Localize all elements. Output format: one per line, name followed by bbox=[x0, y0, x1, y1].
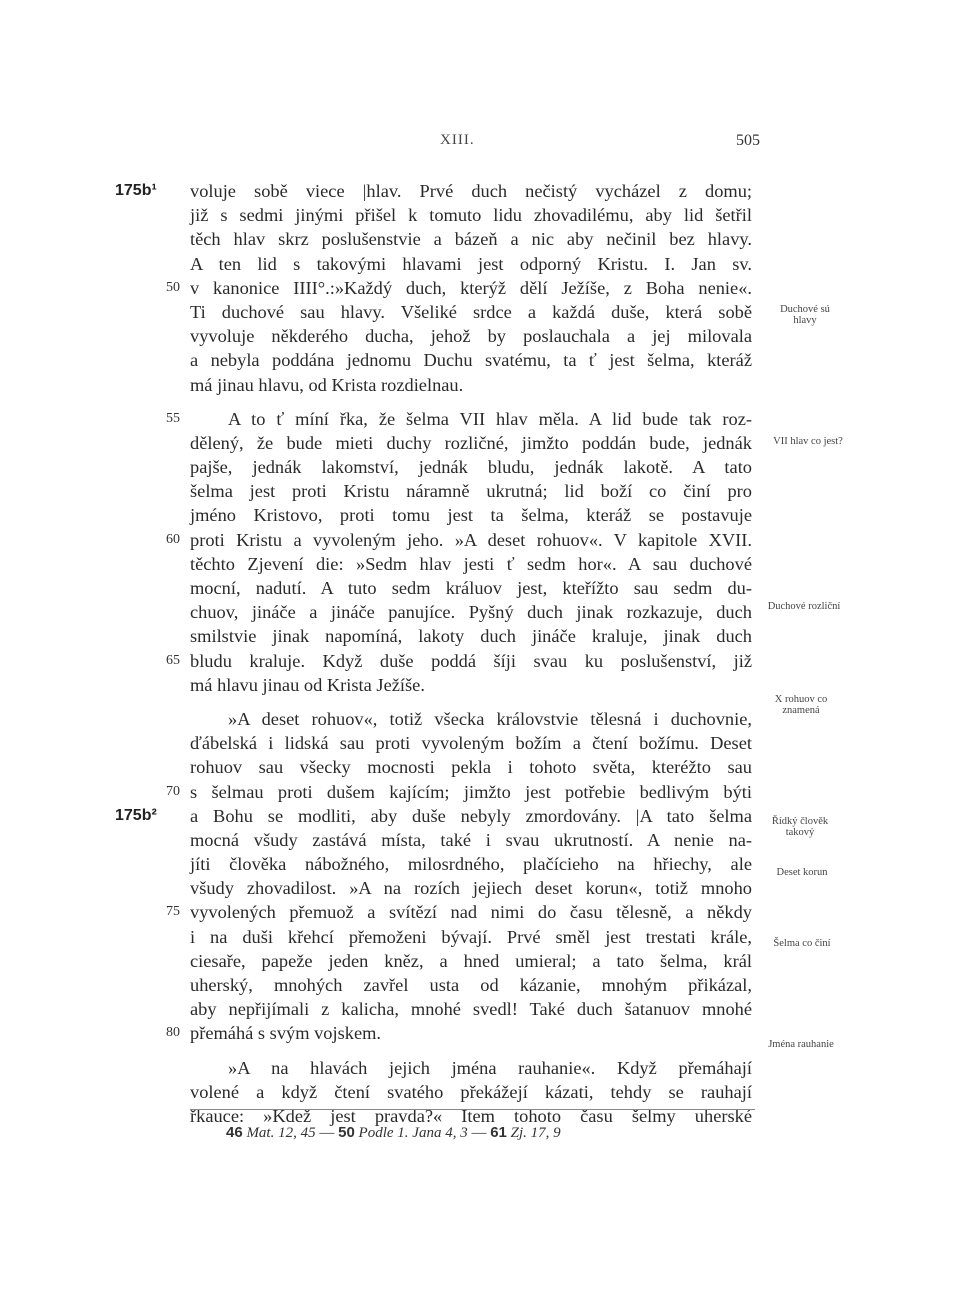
text-line: pajše, jednák lakomství, jednák bludu, jednák lakotě. A tato bbox=[190, 457, 752, 478]
text-line: »A deset rohuov«, totiž všecka královstvie tělesná i duchovnie, bbox=[228, 708, 752, 729]
running-header bbox=[190, 132, 760, 158]
text-line: 75 vyvolených přemuož a svítězí nad nimi do času tělesně, a někdy bbox=[190, 900, 752, 924]
text-line: šelma jest proti Kristu náramně ukrutná; lid boží co činí pro bbox=[190, 481, 752, 502]
chapter-number: XIII. bbox=[440, 132, 475, 148]
text-line: má jinau hlavu, od Krista rozdielnau. bbox=[190, 374, 464, 395]
text-line: ciesaře, papeže jeden kněz, a hned umieral; a tato šelma, král bbox=[190, 950, 752, 971]
text-line: volené a když čtení svatého překážejí kázati, tehdy se rauhají bbox=[190, 1081, 752, 1102]
margin-note: X rohuov co znamená bbox=[774, 694, 828, 716]
margin-note: Řídký člověk takový bbox=[771, 816, 829, 838]
text-line: 70 s šelmau proti dušem kajícím; jimžto jest potřebie bedlivým býti bbox=[190, 780, 752, 804]
text-line: má hlavu jinau od Krista Ježíše. bbox=[190, 674, 425, 695]
text-line: a nebyla poddána jednomu Duchu svatému, ta ť jest šelma, kteráž bbox=[190, 350, 752, 371]
text-line: 55 A to ť míní řka, že šelma VII hlav měla. A lid bude tak roz- bbox=[190, 407, 752, 431]
margin-note: Duchové rozliční bbox=[767, 601, 841, 612]
margin-note: Duchové sú hlavy bbox=[780, 304, 830, 326]
page-number: 505 bbox=[736, 132, 760, 149]
text-line: jíti člověka nábožného, milosrdného, plačícieho na hřiechy, ale bbox=[190, 854, 752, 875]
text-line: 175b² a Bohu se modliti, aby duše nebyly zmordovány. |A tato šelma bbox=[190, 804, 752, 828]
text-line: již s sedmi jinými přišel k tomuto lidu zhovadilému, aby lid šetřil bbox=[190, 205, 752, 226]
text-line: A ten lid s takovými hlavami jest odporný Kristu. I. Jan sv. bbox=[190, 253, 752, 274]
main-text bbox=[115, 179, 752, 1128]
text-line: těch hlav skrz poslušenstvie a bázeň a nic aby nečinil bez hlavy. bbox=[190, 229, 752, 250]
text-line: 60 proti Kristu a vyvoleným jeho. »A deset rohuov«. V kapitole XVII. bbox=[190, 528, 752, 552]
margin-note: VII hlav co jest? bbox=[773, 436, 843, 447]
text-line: řkauce: »Kdež jest pravda?« Item tohoto času šelmy uherské bbox=[190, 1105, 752, 1126]
margin-note: Šelma co činí bbox=[773, 938, 831, 949]
line-number: 75 bbox=[166, 904, 180, 920]
text-line: 175b¹ voluje sobě viece |hlav. Prvé duch nečistý vycházel z domu; bbox=[190, 179, 752, 203]
text-line: ďábelská i lidská sau proti vyvoleným božím a čtení božímu. Deset bbox=[190, 733, 752, 754]
text-line: mocná všudy zastává místa, také i svau ukrutností. A nenie na- bbox=[190, 829, 752, 850]
text-line: mocní, nadutí. A tuto sedm králuov jest, kteřížto sau sedm du- bbox=[190, 578, 752, 598]
footnote-rule bbox=[190, 1109, 755, 1110]
line-number: 60 bbox=[166, 531, 180, 547]
text-line: rohuov sau všecky mocnosti pekla i tohoto světa, kteréžto sau bbox=[190, 757, 752, 778]
text-line: 50 v kanonice IIII°.:»Každý duch, kterýž dělí Ježíše, z Boha nenie«. bbox=[190, 276, 752, 300]
margin-note: Deset korun bbox=[776, 867, 828, 878]
text-line: dělený, že bude mieti duchy rozličné, jimžto poddán bude, jednák bbox=[190, 432, 752, 453]
text-line: jméno Kristovo, proti tomu jest ta šelma, kteráž se postavuje bbox=[190, 505, 752, 526]
footnote: 46 Mat. 12, 45 — 50 Podle 1. Jana 4, 3 — 61 Zj. 17, 9 bbox=[226, 1124, 561, 1141]
text-line: chuov, jináče a jináče panujíce. Pyšný duch jinak rozkazuje, duch bbox=[190, 602, 752, 623]
margin-note: Jména rauhanie bbox=[768, 1039, 834, 1050]
text-line: »A na hlavách jejich jména rauhanie«. Když přemáhají bbox=[228, 1057, 752, 1078]
line-number: 50 bbox=[166, 279, 180, 295]
text-line: všudy zhovadilost. »A na rozích jejiech deset korun«, totiž mnoho bbox=[190, 878, 752, 899]
line-number: 55 bbox=[166, 410, 180, 426]
text-line: těchto Zjevení die: »Sedm hlav jesti ť sedm hor«. A sau duchové bbox=[190, 553, 752, 574]
text-line: i na duši křehcí přemoženi bývají. Prvé směl jest trestati krále, bbox=[190, 926, 752, 947]
text-line: uherský, mnohých zavřel usta od kázanie, mnohým přikázal, bbox=[190, 975, 752, 995]
text-line: Ti duchové sau hlavy. Všeliké srdce a každá duše, která sobě bbox=[190, 301, 752, 322]
text-line: smilstvie jinak napomíná, lakoty duch jináče kraluje, jinak duch bbox=[190, 626, 752, 647]
line-number: 65 bbox=[166, 652, 180, 668]
text-line: 80 přemáhá s svým vojskem. bbox=[190, 1021, 752, 1045]
text-line: 65 bludu kraluje. Když duše poddá šíji svau ku poslušenství, již bbox=[190, 649, 752, 673]
text-line: aby nepřijímali z kalicha, mnohé svedl! Také duch šatanuov mnohé bbox=[190, 999, 752, 1020]
line-number: 80 bbox=[166, 1025, 180, 1041]
text-line: vyvoluje někderého ducha, jehož by poslauchala a jej milovala bbox=[190, 326, 752, 347]
line-number: 70 bbox=[166, 783, 180, 799]
folio-marker: 175b¹ bbox=[115, 182, 157, 199]
folio-marker: 175b² bbox=[115, 806, 157, 824]
